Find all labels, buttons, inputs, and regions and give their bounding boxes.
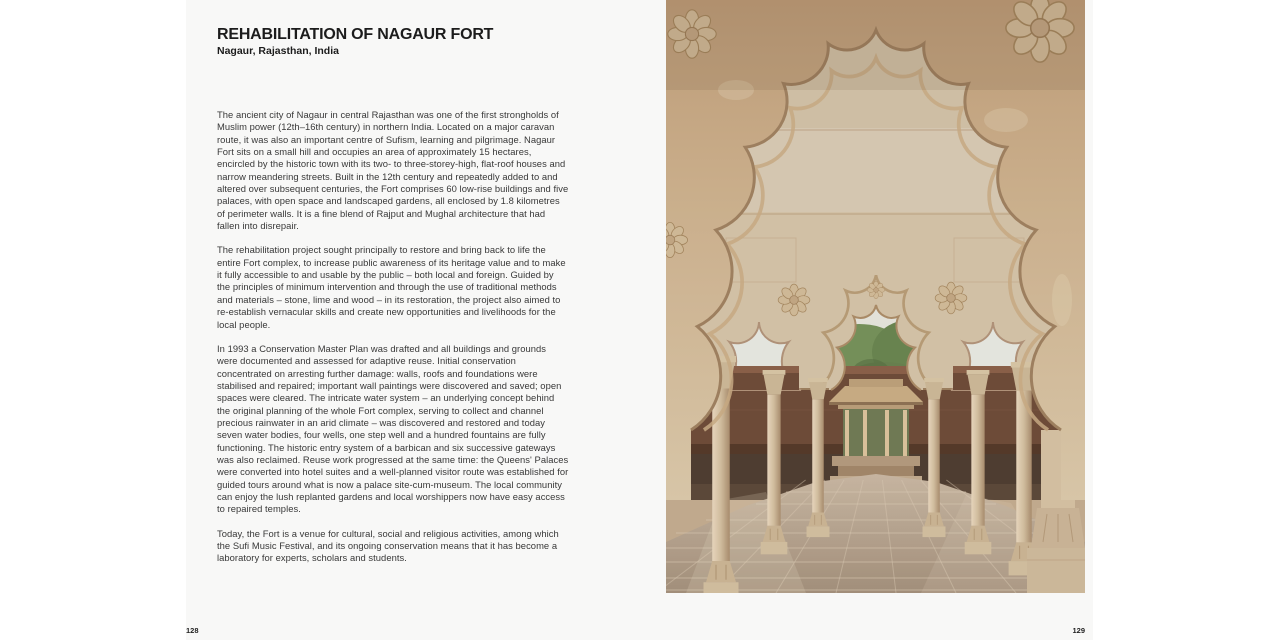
folio-right: 129 bbox=[1072, 626, 1085, 635]
article-paragraph: In 1993 a Conservation Master Plan was drafted and all buildings and grounds were documented and assessed for adaptive reuse. Initial conservation concentrated on arresting further damage: walls, roofs and foundations were stabilised and repaired; important wall paintings were discovered and saved; open spaces were cleared. The intricate water system – an underlying concept behind the original planning of the whole Fort complex, serving to collect and channel precious rainwater in an arid climate – was discovered and restored and today seven water bodies, four wells, one step well and a hundred fountains are fully functioning. The historic entry system of a barbican and six successive gateways was also reclaimed. Reuse work progressed at the same time: the Queens' Palaces were converted into hotel suites and a well-planned visitor route was established for guided tours around what is now a palace site-cum-museum. The local community can enjoy the lush replanted gardens and local worshippers now have easy access to repaired temples. bbox=[217, 342, 569, 515]
article-body bbox=[217, 109, 569, 577]
article-paragraph: The rehabilitation project sought principally to restore and bring back to life the entire Fort complex, to increase public awareness of its heritage value and to make it fully accessible to and usable by the public – both local and foreign. Guided by the principles of minimum intervention and through the use of traditional methods and materials – stone, lime and wood – in its restoration, the project also aimed to re-establish vernacular skills and create new opportunities and livelihoods for the local people. bbox=[217, 244, 566, 330]
fort-photo-illustration bbox=[666, 0, 1085, 593]
book-spread bbox=[186, 0, 1093, 640]
page-title: REHABILITATION OF NAGAUR FORT bbox=[217, 26, 494, 43]
page-subtitle: Nagaur, Rajasthan, India bbox=[217, 45, 339, 57]
article-paragraph: Today, the Fort is a venue for cultural, social and religious activities, among which the Sufi Music Festival, and its ongoing conservation means that it has become a laboratory for experts, scholars and students. bbox=[217, 527, 559, 564]
fort-photo bbox=[666, 0, 1085, 593]
article-paragraph: The ancient city of Nagaur in central Rajasthan was one of the first strongholds of Muslim power (12th–16th century) in northern India. Located on a major caravan route, it was also an important centre of Sufism, learning and pilgrimage. Nagaur Fort sits on a small hill and occupies an area of approximately 15 hectares, encircled by the historic town with its two- to three-storey-high, flat-roof houses and narrow meandering streets. Built in the 12th century and repeatedly added to and altered over subsequent centuries, the Fort comprises 60 low-rise buildings and five palaces, with open space and landscaped gardens, all enclosed by 1.8 kilometres of perimeter walls. It is a fine blend of Rajput and Mughal architecture that had fallen into disrepair. bbox=[217, 109, 569, 232]
warm-overlay bbox=[666, 0, 1085, 593]
folio-left: 128 bbox=[186, 626, 199, 635]
